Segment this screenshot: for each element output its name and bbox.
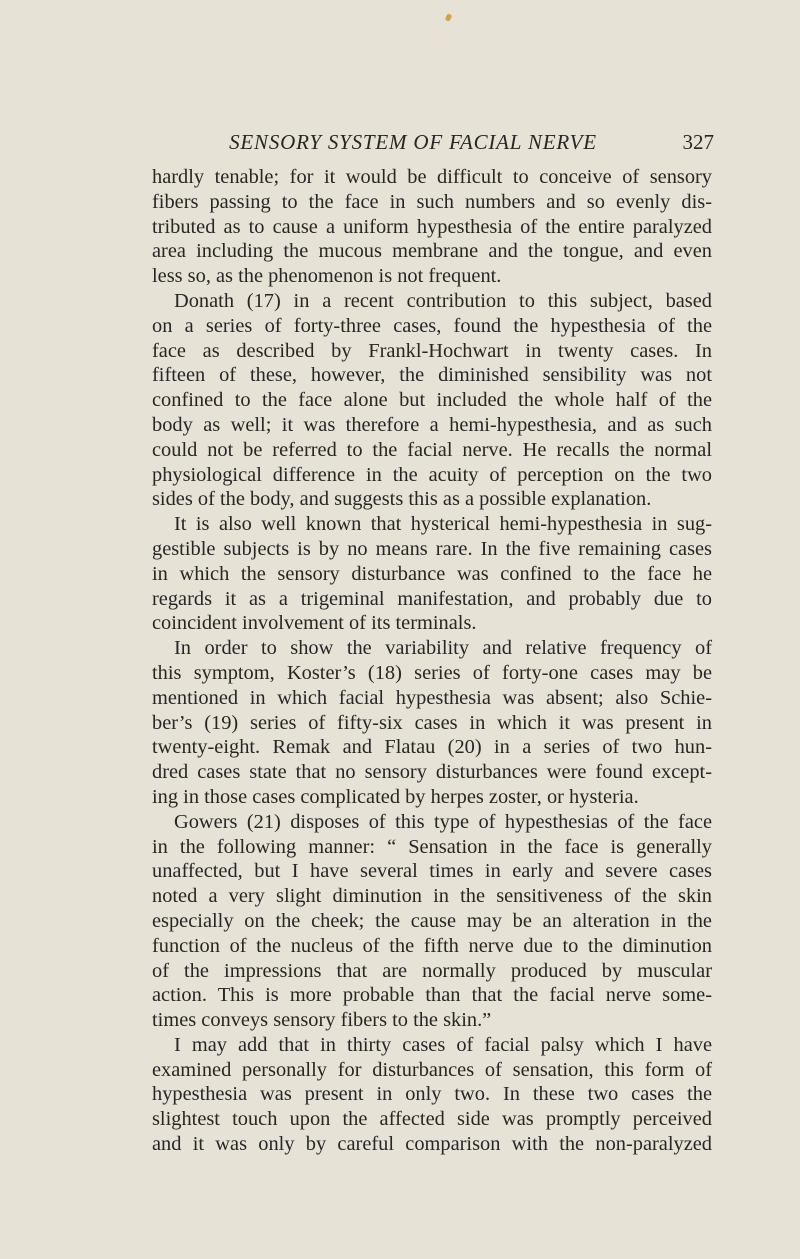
text-line: slightest touch upon the affected side was promptly perceived: [152, 1108, 712, 1131]
text-line: face as described by Frankl-Hochwart in twenty cases. In: [152, 339, 712, 362]
text-line: noted a very slight diminution in the sensitiveness of the skin: [152, 885, 712, 908]
text-line: hardly tenable; for it would be difficult to conceive of sensory: [152, 166, 712, 188]
text-line: function of the nucleus of the fifth nerve due to the diminution: [152, 934, 712, 957]
text-line: coincident involvement of its terminals.: [152, 612, 477, 635]
text-line: In order to show the variability and relative frequency of: [174, 637, 712, 660]
text-line: Donath (17) in a recent contribution to this subject, based: [174, 289, 712, 312]
text-line: gestible subjects is by no means rare. In the five remaining cases: [152, 537, 712, 560]
running-head-title: SENSORY SYSTEM OF FACIAL NERVE: [229, 130, 597, 154]
text-line: and it was only by careful comparison with the non-paralyzed: [152, 1133, 712, 1156]
text-line: physiological difference in the acuity of perception on the two: [152, 463, 712, 486]
text-line: in the following manner: “ Sensation in the face is generally: [152, 835, 712, 858]
text-line: unaffected, but I have several times in early and severe cases: [152, 860, 712, 883]
text-line: confined to the face alone but included the whole half of the: [152, 389, 712, 412]
text-line: twenty-eight. Remak and Flatau (20) in a series of two hun-: [152, 736, 712, 759]
text-line: hypesthesia was present in only two. In these two cases the: [152, 1083, 712, 1106]
text-line: especially on the cheek; the cause may be an alteration in the: [152, 909, 712, 932]
paper-speck: [445, 13, 452, 21]
text-line: mentioned in which facial hypesthesia was absent; also Schie-: [152, 686, 712, 709]
body-text: [152, 165, 712, 1157]
text-line: It is also well known that hysterical hemi-hypesthesia in sug-: [174, 513, 712, 536]
text-line: could not be referred to the facial nerve. He recalls the normal: [152, 438, 712, 461]
text-line: examined personally for disturbances of sensation, this form of: [152, 1058, 712, 1081]
text-line: in which the sensory disturbance was confined to the face he: [152, 562, 712, 585]
text-line: times conveys sensory fibers to the skin.”: [152, 1009, 492, 1032]
text-line: this symptom, Koster’s (18) series of forty-one cases may be: [152, 661, 712, 684]
text-line: fibers passing to the face in such numbers and so evenly dis-: [152, 190, 712, 213]
text-line: sides of the body, and suggests this as a possible explanation.: [152, 488, 652, 511]
text-line: body as well; it was therefore a hemi-hypesthesia, and as such: [152, 413, 712, 436]
text-line: dred cases state that no sensory disturbances were found except-: [152, 761, 712, 784]
running-head: [112, 123, 714, 157]
text-line: on a series of forty-three cases, found the hypesthesia of the: [152, 314, 712, 337]
text-line: fifteen of these, however, the diminished sensibility was not: [152, 364, 712, 387]
page-number: 327: [682, 130, 714, 154]
text-line: tributed as to cause a uniform hypesthesia of the entire paralyzed: [152, 215, 712, 238]
text-line: action. This is more probable than that the facial nerve some-: [152, 984, 712, 1007]
text-line: ber’s (19) series of fifty-six cases in which it was present in: [152, 711, 712, 734]
text-line: ing in those cases complicated by herpes zoster, or hysteria.: [152, 785, 639, 808]
text-line: area including the mucous membrane and the tongue, and even: [152, 240, 712, 263]
text-line: I may add that in thirty cases of facial palsy which I have: [174, 1033, 712, 1056]
text-line: Gowers (21) disposes of this type of hypesthesias of the face: [174, 810, 712, 833]
text-line: regards it as a trigeminal manifestation, and probably due to: [152, 587, 712, 610]
text-line: of the impressions that are normally produced by muscular: [152, 959, 712, 982]
text-line: less so, as the phenomenon is not frequent.: [152, 265, 502, 288]
